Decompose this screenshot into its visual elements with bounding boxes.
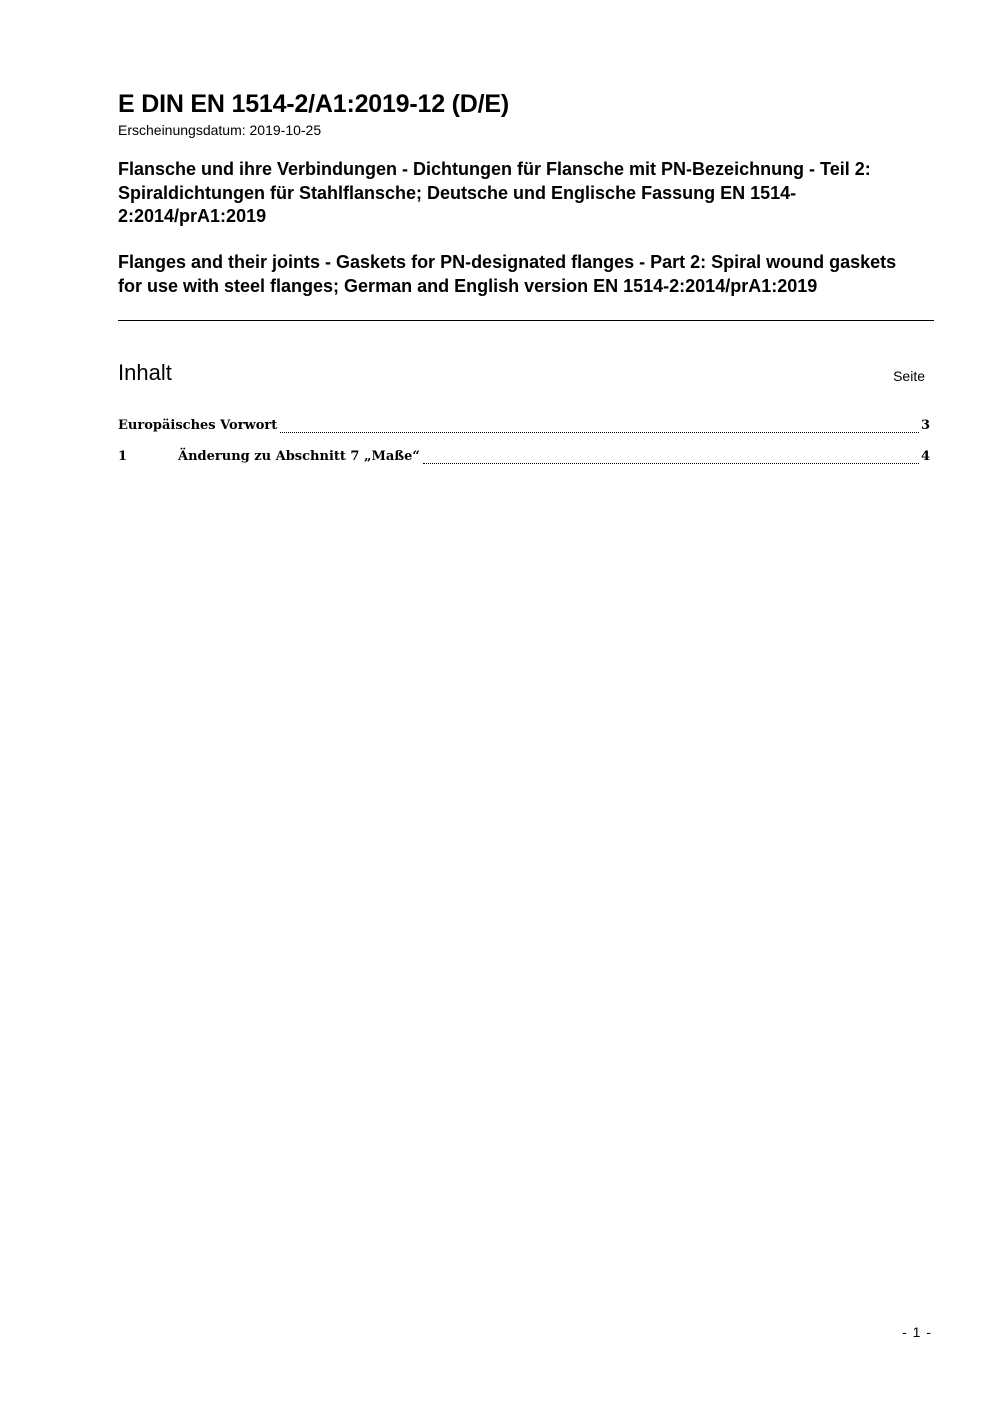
title-divider [118, 320, 934, 321]
toc-dot-leader [423, 462, 919, 464]
toc-dot-leader [280, 431, 919, 433]
publication-date: Erscheinungsdatum: 2019-10-25 [118, 122, 322, 138]
toc-page-column-label: Seite [893, 368, 925, 384]
toc-entry-number: 1 [118, 449, 128, 464]
toc-entry-title[interactable]: Änderung zu Abschnitt 7 „Maße“ [178, 449, 420, 464]
toc-entry[interactable] [118, 418, 930, 436]
title-german: Flansche und ihre Verbindungen - Dichtungen für Flansche mit PN-Bezeichnung - Teil 2: Spiraldichtungen für Stahlflansche; Deutsche und Englische Fassung EN 1514-2:2014/prA1:2019 [118, 159, 871, 226]
toc-entry[interactable] [118, 449, 930, 467]
page-number: - 1 - [902, 1324, 932, 1340]
toc-entry-page[interactable]: 4 [920, 449, 930, 464]
toc-heading: Inhalt [118, 360, 172, 385]
toc-entry-title[interactable]: Europäisches Vorwort [118, 418, 278, 433]
document-id: E DIN EN 1514-2/A1:2019-12 (D/E) [118, 90, 509, 118]
toc-entry-page[interactable]: 3 [920, 418, 930, 433]
title-english: Flanges and their joints - Gaskets for PN-designated flanges - Part 2: Spiral wound gaskets for use with steel flanges; German and English version EN 1514-2:2014/prA1:2019 [118, 252, 897, 296]
